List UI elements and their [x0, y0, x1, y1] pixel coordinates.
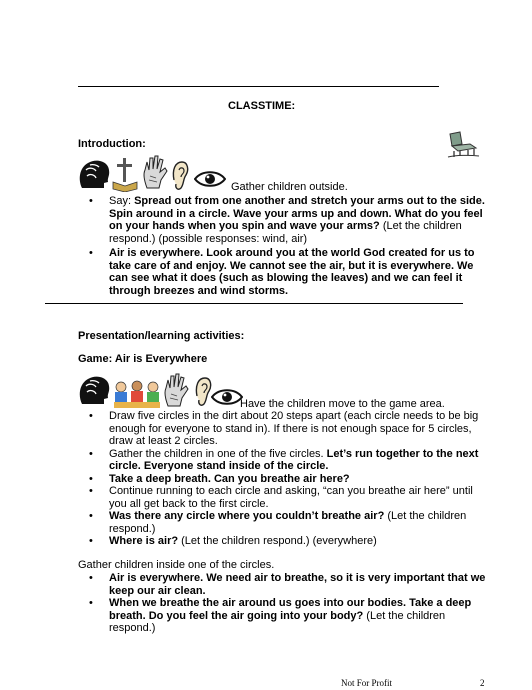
intro-bullet-1	[89, 195, 489, 245]
chair-icon	[446, 130, 480, 158]
intro-bullet-1-part-1: Say:	[109, 195, 135, 207]
presentation-bullet-3	[89, 472, 489, 486]
presentation-bullet2-1-part-1: Air is everywhere. We need air to breathe, so it is very important that we keep our air clean.	[109, 572, 486, 597]
presentation-bullet-1-part-1: Draw five circles in the dirt about 20 steps apart (each circle needs to be big enough for everyone to stand in). If there is not enough space for 5 circles, draw at least 2 circles.	[109, 410, 479, 447]
presentation-bullet2-2-part-2: (Let the children respond.)	[109, 609, 446, 634]
bullet-dot: •	[89, 410, 93, 422]
intro-heading: Introduction:	[78, 138, 146, 150]
presentation-lead-text: Have the children move to the game area.	[240, 398, 445, 410]
presentation-bullet-2-part-2: Let’s run together to the next circle. Everyone stand inside of the circle.	[109, 447, 479, 472]
presentation-bullet2-1	[89, 572, 489, 597]
bullet-dot: •	[89, 247, 93, 259]
classtime-heading: CLASSTIME:	[228, 100, 296, 112]
presentation-bullet-list-2	[89, 572, 489, 635]
bullet-dot: •	[89, 535, 93, 547]
eye-icon	[194, 170, 226, 188]
presentation-bullet-1	[89, 410, 489, 448]
presentation-bullet-5	[89, 510, 489, 535]
bullet-dot: •	[89, 572, 93, 584]
children-icon	[112, 380, 162, 410]
presentation-bullet-5-part-1: Was there any circle where you couldn’t breathe air?	[109, 510, 385, 522]
intro-bullet-1-part-2: Spread out from one another and stretch your arms out to the side. Spin around in a circle. Wave your arms up and down. What do you feel on your hands when you spin and wave your arms?	[109, 195, 485, 232]
hand-icon-2	[162, 372, 190, 408]
footer-text: Not For Profit	[341, 678, 393, 688]
intro-bullet-2-part-1: Air is everywhere. Look around you at the world God created for us to take care of and enjoy. We cannot see the air, but it is everywhere. We can see what it does (such as blowing the leaves) and we can feel it through breezes and wind storms.	[109, 247, 475, 297]
presentation-bullet-3-part-1: Take a deep breath. Can you breathe air here?	[109, 472, 350, 485]
bullet-dot: •	[89, 447, 93, 460]
presentation-bullet2-2	[89, 597, 489, 635]
intro-bullet-2	[89, 247, 489, 297]
page-number: 2	[480, 678, 485, 688]
game-title: Game: Air is Everywhere	[78, 353, 208, 365]
presentation-bullet-6-part-2: (Let the children respond.) (everywhere)	[178, 535, 377, 547]
cross-book-icon	[111, 156, 139, 192]
intro-lead-text: Gather children outside.	[231, 181, 348, 193]
presentation-bullet-2	[89, 447, 489, 473]
presentation-bullet-5-part-2: (Let the children respond.)	[109, 510, 467, 535]
middle-rule	[45, 303, 463, 304]
top-rule	[78, 86, 439, 87]
head-icon-2	[76, 374, 112, 408]
head-icon	[76, 158, 112, 192]
presentation-bullet-6-part-1: Where is air?	[109, 535, 179, 547]
bullet-dot: •	[89, 510, 93, 522]
presentation-bullet-2-part-1: Gather the children in one of the five circles.	[109, 447, 327, 460]
bullet-dot: •	[89, 485, 93, 497]
ear-icon-2	[193, 376, 213, 408]
intro-bullet-1-part-3: (Let the children respond.) (possible responses: wind, air)	[109, 220, 462, 245]
presentation-heading: Presentation/learning activities:	[78, 330, 245, 342]
presentation-bullet2-2-part-1: When we breathe the air around us goes into our bodies. Take a deep breath. Do you feel the air going into your body?	[109, 597, 472, 622]
presentation-bullet-4-part-1: Continue running to each circle and asking, “can you breathe air here” until you all get back to the first circle.	[109, 485, 473, 510]
ear-icon	[170, 160, 190, 192]
intro-bullet-list	[89, 195, 489, 297]
presentation-bullet-4	[89, 485, 489, 510]
hand-icon	[141, 154, 169, 190]
bullet-dot: •	[89, 195, 93, 207]
presentation-bullet-list	[89, 410, 489, 548]
bullet-dot: •	[89, 472, 93, 485]
presentation-bullet-6	[89, 535, 489, 548]
eye-icon-2	[211, 388, 243, 406]
gather-text: Gather children inside one of the circles.	[78, 559, 275, 571]
bullet-dot: •	[89, 597, 93, 609]
